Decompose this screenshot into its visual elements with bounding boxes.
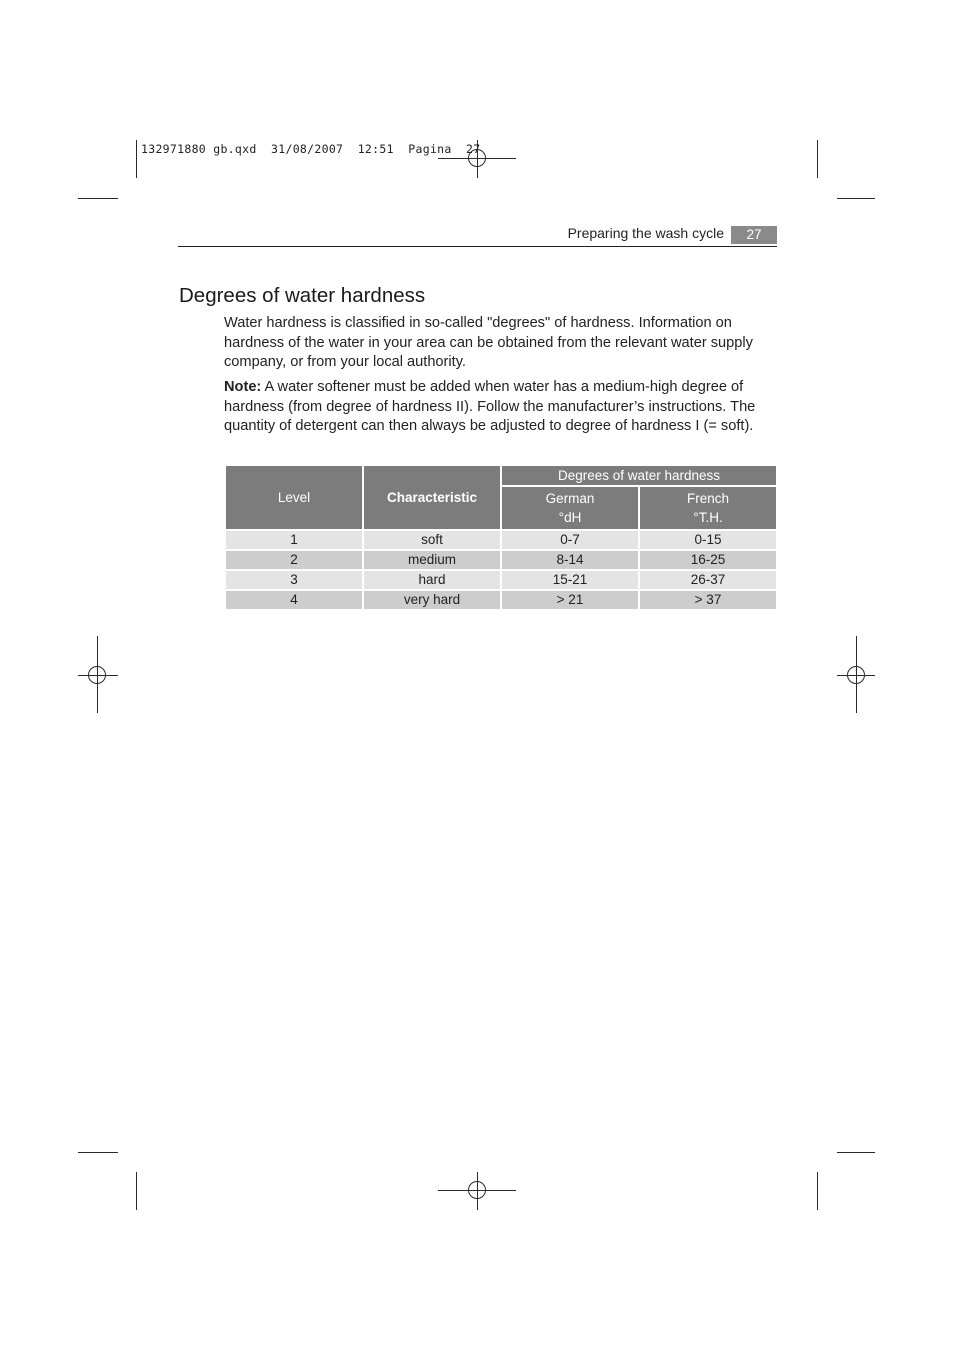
crop-mark (817, 1172, 818, 1210)
cell-german: 15-21 (502, 571, 638, 591)
group-header-degrees: Degrees of water hardness (502, 466, 776, 487)
french-unit: °T.H. (693, 510, 723, 525)
german-label: German (545, 491, 595, 506)
section-heading: Degrees of water hardness (179, 284, 426, 307)
column-header-german (502, 487, 638, 529)
registration-mark-icon (88, 666, 106, 684)
crop-mark (136, 140, 137, 178)
cell-level: 4 (226, 591, 362, 611)
table-row (226, 551, 776, 571)
cell-german: 0-7 (502, 531, 638, 551)
crop-mark (78, 198, 118, 199)
crop-mark (817, 140, 818, 178)
column-header-french (640, 487, 776, 529)
running-header-title: Preparing the wash cycle (567, 225, 724, 241)
note-paragraph (224, 378, 779, 437)
header-rule (178, 246, 777, 247)
crop-mark (837, 198, 875, 199)
cell-level: 3 (226, 571, 362, 591)
cell-french: 0-15 (640, 531, 776, 551)
crop-mark (78, 1152, 118, 1153)
note-label: Note: (224, 379, 262, 395)
water-hardness-table (224, 466, 778, 611)
german-unit: °dH (558, 510, 582, 525)
print-slug: 132971880 gb.qxd 31/08/2007 12:51 Pagina 27 (141, 142, 481, 156)
table-row (226, 531, 776, 551)
cell-german: 8-14 (502, 551, 638, 571)
cell-level: 2 (226, 551, 362, 571)
cell-characteristic: hard (364, 571, 500, 591)
page-number: 27 (731, 226, 777, 244)
cell-characteristic: very hard (364, 591, 500, 611)
cell-french: 26-37 (640, 571, 776, 591)
column-header-characteristic: Characteristic (364, 466, 500, 529)
registration-mark-icon (847, 666, 865, 684)
crop-mark (837, 1152, 875, 1153)
cell-characteristic: soft (364, 531, 500, 551)
cell-german: > 21 (502, 591, 638, 611)
cell-characteristic: medium (364, 551, 500, 571)
cell-level: 1 (226, 531, 362, 551)
registration-mark-icon (468, 1181, 486, 1199)
cell-french: 16-25 (640, 551, 776, 571)
table-row (226, 591, 776, 611)
column-header-level: Level (226, 466, 362, 529)
intro-paragraph: Water hardness is classified in so-called "degrees" of hardness. Information on hardness of the water in your area can be obtained from the relevant water supply company, or from your local authority. (224, 315, 753, 371)
french-label: French (686, 491, 730, 506)
note-text: A water softener must be added when water has a medium-high degree of hardness (from degree of hardness II). Follow the manufacturer’s instructions. The quantity of detergent can then always be adjusted to degree of hardness I (= soft). (224, 379, 756, 435)
crop-mark (136, 1172, 137, 1210)
cell-french: > 37 (640, 591, 776, 611)
table-row (226, 571, 776, 591)
